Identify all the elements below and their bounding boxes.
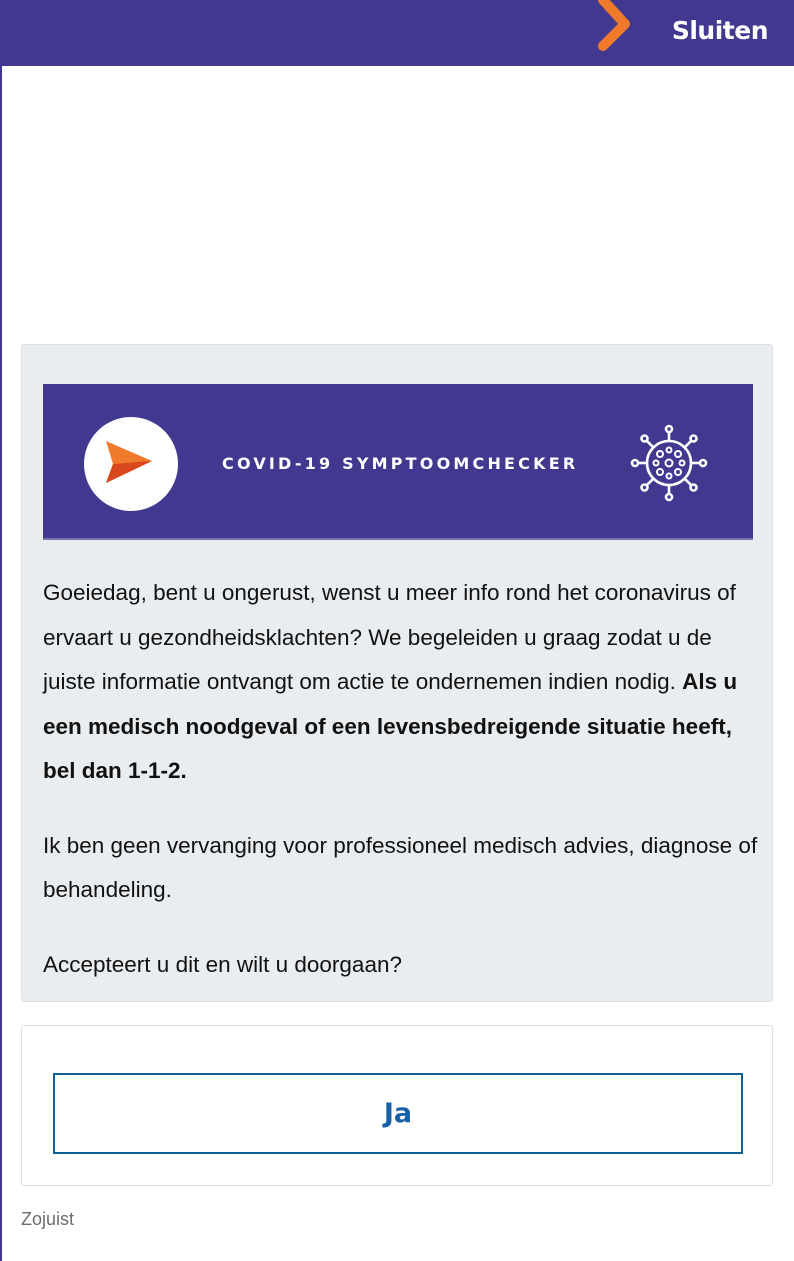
window-edge xyxy=(0,66,2,1261)
chevron-logo-icon xyxy=(596,0,636,52)
chat-header xyxy=(0,0,794,66)
virus-icon xyxy=(630,424,708,502)
message-body xyxy=(43,571,763,987)
yes-button[interactable]: Ja xyxy=(53,1073,743,1154)
intro-paragraph xyxy=(43,571,763,794)
bot-message-card xyxy=(21,344,773,1002)
close-button[interactable]: Sluiten xyxy=(671,16,768,45)
symptom-checker-banner xyxy=(43,384,753,540)
banner-title: COVID-19 SYMPTOOMCHECKER xyxy=(222,454,579,473)
emergency-notice: Als u een medisch noodgeval of een levensbedreigende situatie heeft, bel dan 1-1-2. xyxy=(43,669,738,783)
disclaimer-paragraph: Ik ben geen vervanging voor professioneel medisch advies, diagnose of behandeling. xyxy=(43,832,758,902)
brand-logo-icon xyxy=(84,417,178,511)
intro-text: Goeiedag, bent u ongerust, wenst u meer info rond het coronavirus of ervaart u gezondheidsklachten? We begeleiden u graag zodat u de juiste informatie ontvangt om actie te ondernemen indien nodig. xyxy=(43,580,736,694)
message-timestamp: Zojuist xyxy=(21,1209,75,1229)
quick-reply-card xyxy=(21,1025,773,1186)
question-paragraph: Accepteert u dit en wilt u doorgaan? xyxy=(43,951,402,977)
